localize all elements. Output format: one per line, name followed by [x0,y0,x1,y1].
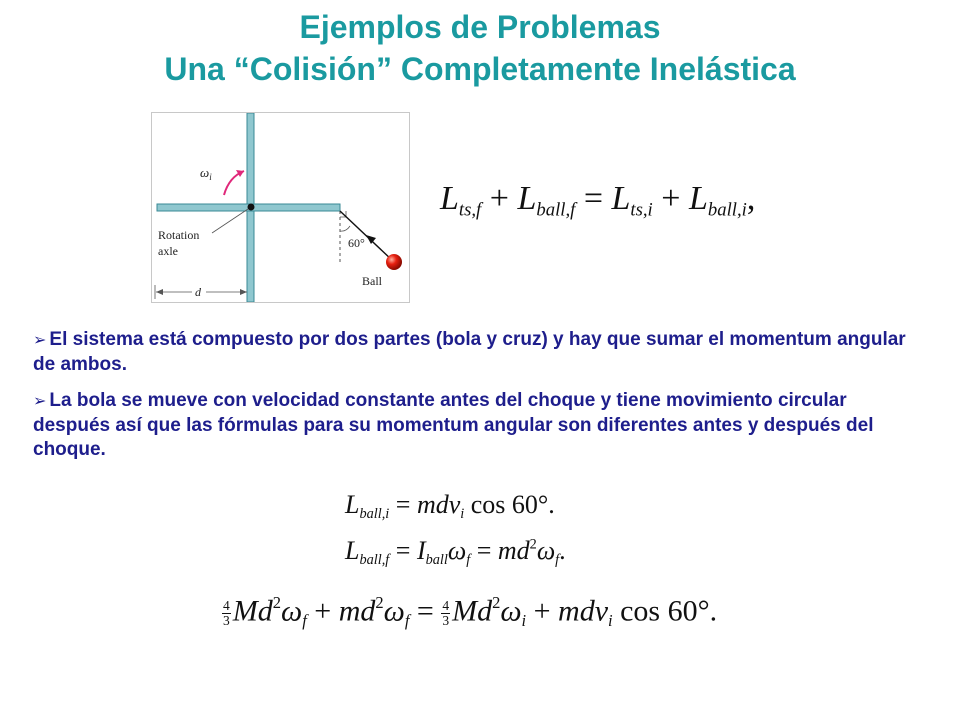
eq-operator: = [583,180,603,217]
eq-term: cos 60°. [620,594,718,628]
eq-subscript: ball,i [707,199,747,221]
eq-subscript: f [404,611,410,631]
bullet-arrow-icon: ➢ [33,332,47,349]
eq-term: cos 60°. [470,490,555,519]
fraction-denominator: 3 [442,612,450,628]
ball-label: Ball [362,274,382,288]
eq-term: Md [232,594,273,628]
rotation-label: Rotation [158,228,200,242]
bullet-item [33,389,913,462]
eq-symbol-L: L [440,180,459,217]
eq-operator: = [395,490,411,519]
eq-operator: + [314,594,332,628]
eq-term: ω [383,594,405,628]
pivot-point [248,204,255,211]
axle-text: axle [158,244,178,258]
eq-symbol-L: L [345,536,360,565]
equation-lball-initial [345,490,555,523]
bullet-arrow-icon: ➢ [33,393,47,410]
equation-lball-final [345,536,566,569]
axle-leader-line [212,209,248,233]
eq-superscript: 2 [529,536,537,553]
eq-term: ω [500,594,522,628]
eq-subscript: i [521,611,527,631]
title-line-1: Ejemplos de Problemas [299,9,661,45]
eq-term: ω [281,594,303,628]
eq-operator: + [661,180,681,217]
eq-term: ω [447,536,467,565]
eq-subscript: ts,f [458,199,482,221]
eq-operator: + [489,180,509,217]
ball-icon [386,254,402,270]
eq-fraction [222,599,231,628]
eq-operator: = [416,594,434,628]
eq-symbol-L: L [517,180,537,217]
eq-term: mdv [416,490,461,519]
eq-subscript: i [608,611,613,631]
eq-superscript: 2 [375,593,384,612]
eq-term: ω [536,536,556,565]
eq-punctuation: , [746,180,756,217]
eq-subscript: ball [425,552,448,568]
eq-operator: = [395,536,411,565]
eq-subscript: i [460,506,465,522]
bullet-text: La bola se mueve con velocidad constante antes del choque y tiene movimiento circular después así que las fórmulas para su momentum angular son diferentes antes y después del choque. [33,390,874,460]
d-label: d [195,285,201,299]
title-line-2: Una “Colisión” Completamente Inelástica [164,51,796,87]
angle-arc [340,226,350,231]
eq-subscript: ball,i [359,506,390,522]
fraction-numerator: 4 [442,597,450,613]
eq-subscript: ball,f [359,552,390,568]
eq-subscript: f [302,611,307,631]
eq-punctuation: . [559,536,566,565]
eq-term: md [338,594,376,628]
eq-fraction [441,599,450,628]
d-arrow-right [240,289,247,295]
equation-final [222,593,717,631]
omega-label: $\omega_i$ [200,165,212,182]
eq-symbol-L: L [345,490,360,519]
bullet-item [33,328,913,377]
fraction-denominator: 3 [223,612,230,628]
eq-subscript: f [555,552,560,568]
eq-superscript: 2 [272,593,281,612]
eq-term: mdv [558,594,609,628]
eq-symbol-L: L [688,180,708,217]
eq-operator: + [533,594,551,628]
eq-subscript: ts,i [630,199,653,221]
equation-conservation [440,180,755,222]
eq-subscript: ball,f [536,199,576,221]
bullet-list [33,328,913,474]
eq-term: md [497,536,530,565]
eq-subscript: f [466,552,471,568]
eq-term: I [416,536,426,565]
eq-term: Md [452,594,493,628]
bullet-text: El sistema está compuesto por dos partes (bola y cruz) y hay que sumar el momentum angular de ambos. [33,329,906,375]
eq-operator: = [476,536,492,565]
d-arrow-left [156,289,163,295]
collision-diagram-svg [152,113,409,302]
collision-diagram [151,112,410,303]
eq-symbol-L: L [611,180,631,217]
eq-superscript: 2 [492,593,501,612]
angle-label: 60° [348,236,365,250]
fraction-numerator: 4 [223,597,230,613]
